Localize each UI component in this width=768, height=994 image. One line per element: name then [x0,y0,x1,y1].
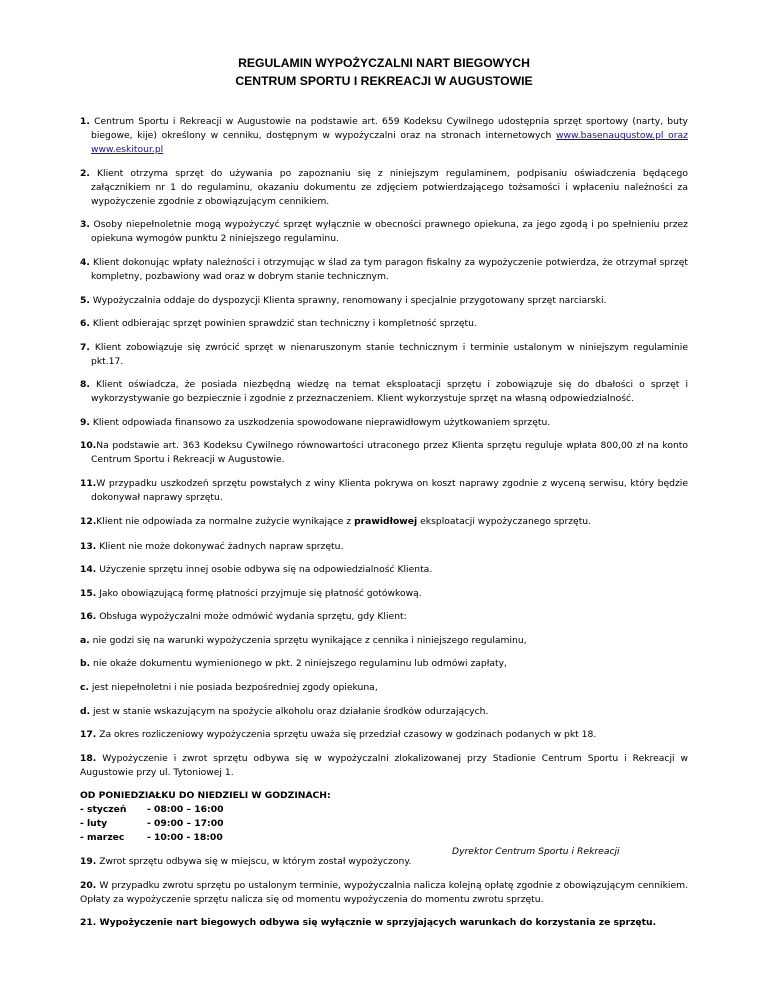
hours-row-january [80,803,688,817]
rule-text: Wypożyczalnia oddaje do dyspozycji Klienta sprawny, renomowany i specjalnie przygotowany sprzęt narciarski. [92,294,607,306]
rule-5 [80,294,688,308]
rule-text: jest w stanie wskazującym na spożycie alkoholu oraz działanie środków odurzających. [93,705,489,717]
opening-hours-heading: OD PONIEDZIAŁKU DO NIEDZIELI W GODZINACH: [80,790,331,802]
rule-text: W przypadku uszkodzeń sprzętu powstałych z winy Klienta pokrywa on koszt naprawy zgodnie z wyceną serwisu, który będzie dokonywał naprawy sprzętu. [91,478,688,503]
rule-text: nie godzi się na warunki wypożyczenia sprzętu wynikające z cennika i niniejszego regulaminu, [92,634,527,646]
website-link-basenaugustow[interactable]: www.basenaugustow.pl oraz [556,130,688,142]
rule-text-emphasis: prawidłowej [354,515,418,527]
rule-16b [80,657,688,671]
rule-15 [80,587,688,601]
hours-row-march [80,831,688,845]
rule-text: jest niepełnoletni i nie posiada bezpośredniej zgody opiekuna, [91,682,378,694]
rule-number: 3. [80,219,90,231]
hours-time: - 09:00 – 17:00 [147,818,224,830]
rule-number: 17. [80,729,97,741]
rule-text: Wypożyczenie nart biegowych odbywa się wyłącznie w sprzyjających warunkach do korzystania ze sprzętu. [99,917,657,929]
rule-8 [80,378,688,406]
rule-16 [80,610,688,624]
rule-letter: a. [80,634,90,646]
rule-text: Zwrot sprzętu odbywa się w miejscu, w którym został wypożyczony. [99,856,412,868]
rule-number: 12. [80,515,97,527]
rule-number: 21. [80,917,97,929]
rule-16c [80,681,688,695]
rule-11 [80,477,688,505]
rule-12 [80,515,688,529]
rule-20 [80,879,688,907]
rule-text: Wypożyczenie i zwrot sprzętu odbywa się w wypożyczalni zlokalizowanej przy Stadionie Centrum Sportu i Rekreacji w Augustowie przy ul. Tytoniowej 1. [80,752,688,778]
hours-month: - marzec [80,832,125,844]
rule-text: Użyczenie sprzętu innej osobie odbywa się na odpowiedzialność Klienta. [99,564,433,576]
rule-number: 2. [80,167,90,179]
rule-text: Za okres rozliczeniowy wypożyczenia sprzętu uważa się przedział czasowy w godzinach podanych w pkt 18. [99,729,597,741]
rule-letter: b. [80,658,91,670]
rule-number: 11. [80,478,97,490]
rule-7 [80,341,688,369]
rule-16a [80,634,688,648]
regulations-document [80,55,688,940]
rule-21 [80,916,688,930]
rule-number: 14. [80,564,97,576]
rule-number: 7. [80,341,90,353]
rule-text: Klient otrzyma sprzęt do używania po zapoznaniu się z niniejszym regulaminem, podpisaniu oświadczenia będącego załącznikiem nr 1 do regulaminu, okazaniu dokumentu ze zdjęciem potwierdzającego tożsamości i wpłaceniu należności za wypożyczenie zgodnie z obowiązującym cennikiem. [91,167,688,207]
director-signature: Dyrektor Centrum Sportu i Rekreacji [452,846,620,857]
rule-19 [80,855,688,869]
rule-16d [80,705,688,719]
hours-time: - 08:00 – 16:00 [147,804,224,816]
title-line-2: CENTRUM SPORTU I REKREACJI W AUGUSTOWIE [235,73,533,88]
rule-text: Klient dokonując wpłaty należności i otrzymując w ślad za tym paragon fiskalny za wypożyczenie potwierdza, że otrzymał sprzęt kompletny, pozbawiony wad oraz w dobrym stanie technicznym. [91,257,688,283]
document-title [80,55,688,90]
rule-17 [80,728,688,742]
rule-number: 19. [80,856,97,868]
rule-6 [80,317,688,331]
rule-letter: c. [80,682,89,694]
rule-3 [80,218,688,246]
rule-number: 9. [80,416,90,428]
rule-number: 1. [80,116,90,128]
rule-10 [80,439,688,467]
title-line-1: REGULAMIN WYPOŻYCZALNI NART BIEGOWYCH [238,56,530,70]
rule-number: 5. [80,294,90,306]
hours-row-february [80,817,688,831]
rule-number: 4. [80,257,90,269]
website-link-eskitour[interactable]: www.eskitour.pl [91,144,164,156]
hours-time: - 10:00 - 18:00 [147,832,223,844]
rule-18 [80,752,688,780]
rule-text: Obsługa wypożyczalni może odmówić wydania sprzętu, gdy Klient: [99,611,407,623]
opening-hours [80,789,688,845]
rule-text: eksploatacji wypożyczanego sprzętu. [417,515,592,527]
rule-text: Klient odpowiada finansowo za uszkodzenia spowodowane nieprawidłowym użytkowaniem sprzętu. [92,416,551,428]
hours-month: - styczeń [80,804,127,816]
rule-13 [80,540,688,554]
rule-text: Centrum Sportu i Rekreacji w Augustowie na podstawie art. 659 Kodeksu Cywilnego udostępnia sprzęt sportowy (narty, buty biegowe, kije) określony w cenniku, dostępnym w wypożyczalni oraz na stronach internetowych [91,116,688,142]
rule-number: 16. [80,611,97,623]
rule-2 [80,167,688,209]
rule-text: Na podstawie art. 363 Kodeksu Cywilnego równowartości utraconego przez Klienta sprzętu reguluje wpłata 800,00 zł na konto Centrum Sportu i Rekreacji w Augustowie. [91,440,688,466]
rule-text: Klient odbierając sprzęt powinien sprawdzić stan techniczny i kompletność sprzętu. [92,318,477,330]
rule-text: Jako obowiązującą formę płatności przyjmuje się płatność gotówkową. [99,587,422,599]
rule-letter: d. [80,705,91,717]
rule-text: Klient nie odpowiada za normalne zużycie wynikające z [96,515,355,527]
rule-text: nie okaże dokumentu wymienionego w pkt. 2 niniejszego regulaminu lub odmówi zapłaty, [93,658,507,670]
rule-text: Osoby niepełnoletnie mogą wypożyczyć sprzęt wyłącznie w obecności prawnego opiekuna, za jego zgodą i po spełnieniu przez opiekuna wymogów punktu 2 niniejszego regulaminu. [91,219,688,245]
rule-text: Klient nie może dokonywać żadnych napraw sprzętu. [99,540,344,552]
rule-number: 18. [80,752,97,764]
rule-number: 8. [80,379,90,391]
rule-text: Klient oświadcza, że posiada niezbędną wiedzę na temat eksploatacji sprzętu i zobowiązuje się do dbałości o sprzęt i wykorzystywanie go bezpiecznie i zgodnie z przeznaczeniem. Klient wykorzystuje sprzęt na własną odpowiedzialność. [91,379,688,405]
rule-4 [80,256,688,284]
rule-14 [80,563,688,577]
hours-month: - luty [80,818,108,830]
rule-number: 20. [80,879,97,891]
rule-number: 10. [80,440,97,452]
rule-number: 6. [80,318,90,330]
rule-number: 15. [80,587,97,599]
rule-number: 13. [80,540,97,552]
rule-9 [80,416,688,430]
rule-text: Klient zobowiązuje się zwrócić sprzęt w nienaruszonym stanie technicznym i terminie ustalonym w niniejszym regulaminie pkt.17. [91,341,688,367]
rule-1 [80,115,688,157]
rule-text: W przypadku zwrotu sprzętu po ustalonym terminie, wypożyczalnia nalicza kolejną opłatę zgodnie z obowiązującym cennikiem. Opłaty za wypożyczenie sprzętu nalicza się od momentu wypożyczenia do momentu zwrotu sprzętu. [80,879,689,905]
